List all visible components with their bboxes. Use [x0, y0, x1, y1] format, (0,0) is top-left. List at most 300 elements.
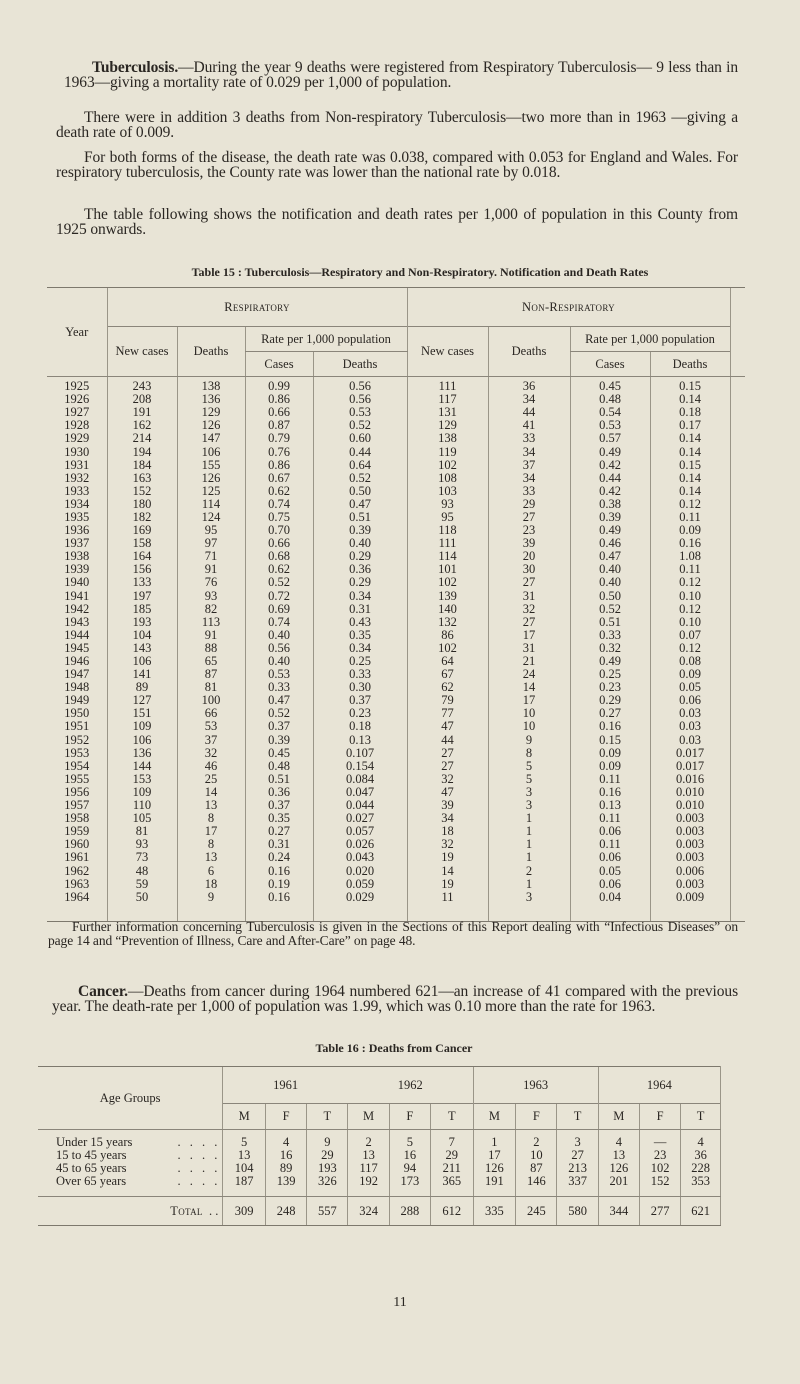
total-cell: 580 [557, 1197, 598, 1226]
table-cell: 32 [407, 773, 488, 786]
table-cell: 76 [177, 576, 245, 589]
table-cell: 0.47 [570, 550, 650, 563]
table-cell: 34 [407, 812, 488, 825]
table-cell: 11 [407, 891, 488, 922]
table-cell: 0.53 [245, 668, 313, 681]
total-cell: 245 [516, 1197, 557, 1226]
table-cell: 1942 [64, 601, 90, 616]
table-cell: 0.31 [245, 838, 313, 851]
table-cell: 4 [681, 1130, 721, 1150]
table16-cancer-deaths [38, 1066, 721, 1226]
table-cell: 0.05 [650, 681, 730, 694]
table-cell: 0.15 [570, 734, 650, 747]
table-cell: 17 [488, 694, 570, 707]
table-cell: 0.44 [313, 445, 407, 458]
tuberculosis-paragraph-2 [56, 110, 738, 140]
total-cell: 344 [598, 1197, 639, 1226]
table-cell: 111 [407, 537, 488, 550]
table-cell: 31 [488, 642, 570, 655]
table-row [38, 1130, 721, 1150]
table-cell: 0.010 [650, 799, 730, 812]
table-cell: 102 [407, 642, 488, 655]
table-cell: 67 [407, 668, 488, 681]
table-cell: 0.37 [245, 720, 313, 733]
table-cell: 39 [407, 799, 488, 812]
table-cell: 93 [407, 498, 488, 511]
table-row [47, 878, 745, 891]
table-cell: 14 [177, 786, 245, 799]
table-cell: 1935 [64, 509, 90, 524]
table-cell: 0.084 [313, 773, 407, 786]
tuberculosis-text-4: The table following shows the notification and death rates per 1,000 of population in this County from 1925 onwards. [56, 206, 738, 238]
header-nonresp-new-cases: New cases [407, 327, 488, 377]
subheader-f: F [266, 1104, 307, 1130]
total-cell: 248 [266, 1197, 307, 1226]
table-cell: 33 [488, 432, 570, 445]
table-cell: 47 [407, 786, 488, 799]
total-cell: 335 [473, 1197, 516, 1226]
header-respiratory: Respiratory [107, 288, 407, 327]
table-cell: 126 [177, 472, 245, 485]
table-cell: 0.36 [245, 786, 313, 799]
subheader-t: T [557, 1104, 598, 1130]
table-cell: 0.99 [245, 377, 313, 394]
table-cell: 0.70 [245, 524, 313, 537]
table-cell: 97 [177, 537, 245, 550]
table-cell: 27 [488, 576, 570, 589]
table-cell: 0.32 [570, 642, 650, 655]
total-label: Total . . [38, 1197, 223, 1226]
table-cell: 0.62 [245, 485, 313, 498]
table-cell: 88 [177, 642, 245, 655]
table16-caption: Table 16 : Deaths from Cancer [315, 1041, 473, 1055]
age-group-label: . . . . Under 15 years [56, 1135, 221, 1149]
table-cell: 0.009 [650, 891, 730, 922]
table-cell: 0.107 [313, 747, 407, 760]
table-cell: 37 [488, 459, 570, 472]
table-cell: 0.62 [245, 563, 313, 576]
table-row [47, 786, 745, 799]
table-row [47, 799, 745, 812]
table-cell: 0.24 [245, 851, 313, 864]
table-cell: 0.16 [245, 891, 313, 922]
table-cell: 0.79 [245, 432, 313, 445]
table-cell: 104 [223, 1162, 266, 1175]
table-cell: 18 [177, 878, 245, 891]
table-cell: 5 [488, 773, 570, 786]
table-cell: 139 [407, 590, 488, 603]
table-cell: 0.53 [570, 419, 650, 432]
table-cell: 81 [177, 681, 245, 694]
table-cell: 0.010 [650, 786, 730, 799]
table-cell: 228 [681, 1162, 721, 1175]
table-cell: 0.54 [570, 406, 650, 419]
table-cell: 32 [407, 838, 488, 851]
table-cell: 1963 [64, 876, 90, 891]
leader-dots: . . . . [177, 1135, 221, 1149]
table-cell: 0.47 [245, 694, 313, 707]
table-cell: 104 [107, 629, 177, 642]
table-cell: 0.56 [313, 393, 407, 406]
table-cell: 0.51 [570, 616, 650, 629]
table-cell: 0.48 [245, 760, 313, 773]
table-cell: 0.11 [570, 812, 650, 825]
table-cell: 0.50 [313, 485, 407, 498]
leader-dots: . . . . [177, 1161, 221, 1175]
table-cell: 1943 [64, 614, 90, 629]
table-cell: 0.74 [245, 616, 313, 629]
table-cell: 106 [107, 655, 177, 668]
table-cell: 18 [407, 825, 488, 838]
table-cell: 1929 [64, 431, 90, 446]
table-cell: 126 [177, 419, 245, 432]
total-cell: 288 [389, 1197, 430, 1226]
table-cell: 0.35 [313, 629, 407, 642]
header-resp-new-cases: New cases [107, 327, 177, 377]
further-information-text: Further information concerning Tuberculosis is given in the Sections of this Report dealing with “Infectious Diseases” on page 14 and “Prevention of Illness, Care and After-Care” on page 48. [48, 919, 738, 948]
table-cell: 0.057 [313, 825, 407, 838]
header-year-1964: 1964 [598, 1067, 720, 1104]
table-cell: 7 [430, 1130, 473, 1150]
table-cell: 0.15 [650, 459, 730, 472]
subheader-f: F [639, 1104, 680, 1130]
table-row [47, 707, 745, 720]
table-row [47, 393, 745, 406]
table-cell: 197 [107, 590, 177, 603]
table-cell: 1960 [64, 837, 90, 852]
table-cell: 3 [488, 786, 570, 799]
table-row [47, 537, 745, 550]
table-cell: 1964 [47, 891, 107, 922]
table-cell: 95 [407, 511, 488, 524]
table-cell: 29 [307, 1149, 348, 1162]
further-information-paragraph [48, 920, 738, 948]
table-cell: 192 [348, 1175, 389, 1197]
table-row [47, 747, 745, 760]
table-cell: 169 [107, 524, 177, 537]
table-cell: 0.38 [570, 498, 650, 511]
table-cell: 94 [389, 1162, 430, 1175]
table-cell: 0.86 [245, 459, 313, 472]
table-cell: 109 [107, 720, 177, 733]
table-row [47, 668, 745, 681]
subheader-t: T [430, 1104, 473, 1130]
table-row [47, 720, 745, 733]
table-cell: 163 [107, 472, 177, 485]
table-cell: 108 [407, 472, 488, 485]
table-cell: 0.020 [313, 864, 407, 877]
table-cell: 1938 [64, 549, 90, 564]
table-row [47, 603, 745, 616]
table-cell: 1939 [64, 562, 90, 577]
table-cell: 0.043 [313, 851, 407, 864]
subheader-m: M [473, 1104, 516, 1130]
subheader-t: T [681, 1104, 721, 1130]
table-cell: 337 [557, 1175, 598, 1197]
table-cell: 8 [177, 838, 245, 851]
tuberculosis-text-3: For both forms of the disease, the death rate was 0.038, compared with 0.053 for England and Wales. For respiratory tuberculosis, the County rate was lower than the national rate by 0.018. [56, 149, 738, 181]
table-cell: 13 [348, 1149, 389, 1162]
table-cell: 1926 [64, 392, 90, 407]
table-cell: 14 [407, 864, 488, 877]
table-cell: 0.33 [245, 681, 313, 694]
table-cell: 0.027 [313, 812, 407, 825]
table-cell: 34 [488, 445, 570, 458]
table-cell: 0.09 [570, 760, 650, 773]
table-cell: 184 [107, 459, 177, 472]
table-cell: 25 [177, 773, 245, 786]
table-cell: 193 [107, 616, 177, 629]
subheader-m: M [348, 1104, 389, 1130]
table-cell: 0.03 [650, 720, 730, 733]
table-cell: 29 [488, 498, 570, 511]
table-cell: 0.09 [570, 747, 650, 760]
header-nonresp-deaths: Deaths [488, 327, 570, 377]
table-cell: 129 [407, 419, 488, 432]
table-cell: 0.48 [570, 393, 650, 406]
table-cell: 87 [516, 1162, 557, 1175]
table-cell: 182 [107, 511, 177, 524]
table-row [47, 550, 745, 563]
table-row [47, 655, 745, 668]
table-cell: 143 [107, 642, 177, 655]
table-cell: 13 [223, 1149, 266, 1162]
table-cell: 0.66 [245, 406, 313, 419]
table-cell: 89 [107, 681, 177, 694]
table-cell: 1958 [64, 811, 90, 826]
table-cell: 0.11 [650, 511, 730, 524]
table-cell: 5 [223, 1130, 266, 1150]
table-cell: 0.40 [570, 576, 650, 589]
table-cell: 0.11 [570, 773, 650, 786]
table-cell: 0.40 [245, 655, 313, 668]
table-cell: 0.044 [313, 799, 407, 812]
table-cell: 1937 [64, 536, 90, 551]
table-cell: 0.03 [650, 734, 730, 747]
table-row [47, 760, 745, 773]
table-cell: 102 [639, 1162, 680, 1175]
table-cell: 0.154 [313, 760, 407, 773]
table-cell: 0.16 [570, 720, 650, 733]
table-cell: 27 [407, 747, 488, 760]
table-cell: 44 [488, 406, 570, 419]
table-cell: 2 [516, 1130, 557, 1150]
table-row [47, 459, 745, 472]
table-cell: 79 [407, 694, 488, 707]
table-row [47, 681, 745, 694]
table-cell: 9 [488, 734, 570, 747]
table-cell: 187 [223, 1175, 266, 1197]
table-cell: 0.45 [245, 747, 313, 760]
table-cell: 139 [266, 1175, 307, 1197]
table-cell: 0.17 [650, 419, 730, 432]
table-cell: 0.25 [570, 668, 650, 681]
table-cell: 46 [177, 760, 245, 773]
table-cell: 23 [488, 524, 570, 537]
header-resp-rate-cases: Cases [245, 352, 313, 377]
table-cell: 0.14 [650, 472, 730, 485]
table-cell: 1933 [64, 483, 90, 498]
table-cell: 50 [107, 891, 177, 922]
table-cell: 0.34 [313, 590, 407, 603]
table-cell: 0.27 [245, 825, 313, 838]
table-cell: 0.16 [570, 786, 650, 799]
table-cell: 0.36 [313, 563, 407, 576]
table-cell: 0.25 [313, 655, 407, 668]
table-cell: 125 [177, 485, 245, 498]
table-cell: 13 [177, 799, 245, 812]
table-cell: 27 [488, 616, 570, 629]
table-cell: 19 [407, 878, 488, 891]
table-cell: 39 [488, 537, 570, 550]
table-cell: 1954 [64, 758, 90, 773]
table-cell: 0.40 [570, 563, 650, 576]
table-cell: 0.059 [313, 878, 407, 891]
table-cell: 109 [107, 786, 177, 799]
table-cell: 0.03 [650, 707, 730, 720]
total-cell: 309 [223, 1197, 266, 1226]
table-cell: 13 [177, 851, 245, 864]
table-cell: 1961 [64, 850, 90, 865]
table-cell: 1 [488, 851, 570, 864]
table-cell: 155 [177, 459, 245, 472]
table-cell: 1955 [64, 771, 90, 786]
table-cell: 156 [107, 563, 177, 576]
table-row [47, 563, 745, 576]
table-cell: 0.40 [245, 629, 313, 642]
age-group-label: . . . . 15 to 45 years [56, 1148, 221, 1162]
header-year: Year [47, 288, 107, 377]
table-cell: 0.12 [650, 498, 730, 511]
table-cell: 0.29 [313, 550, 407, 563]
table-cell: 0.44 [570, 472, 650, 485]
table-cell: 0.68 [245, 550, 313, 563]
table-cell: 8 [488, 747, 570, 760]
table-cell: 102 [407, 459, 488, 472]
table-cell: 0.49 [570, 445, 650, 458]
table-cell: 0.76 [245, 445, 313, 458]
table-row [47, 524, 745, 537]
table-cell: 0.14 [650, 445, 730, 458]
table-cell: 1932 [64, 470, 90, 485]
table-cell: 86 [407, 629, 488, 642]
table-cell: 9 [177, 891, 245, 922]
table-cell: 0.15 [650, 377, 730, 394]
table-cell: 32 [177, 747, 245, 760]
table-cell: 1952 [64, 732, 90, 747]
tuberculosis-paragraph-4 [56, 207, 738, 237]
table-row [47, 485, 745, 498]
table-cell: 0.11 [570, 838, 650, 851]
table-cell: 0.27 [570, 707, 650, 720]
table-cell: 0.08 [650, 655, 730, 668]
age-group-label: . . . . Over 65 years [38, 1175, 223, 1197]
table-cell: 6 [177, 864, 245, 877]
table-cell: 158 [107, 537, 177, 550]
table-cell: 0.42 [570, 485, 650, 498]
table-row [47, 838, 745, 851]
table-row [47, 825, 745, 838]
header-resp-deaths: Deaths [177, 327, 245, 377]
table-cell: 59 [107, 878, 177, 891]
subheader-m: M [598, 1104, 639, 1130]
total-cell: 612 [430, 1197, 473, 1226]
table-cell: 102 [407, 576, 488, 589]
table-cell: 1953 [64, 745, 90, 760]
table-cell: 0.67 [245, 472, 313, 485]
table-cell: 138 [407, 432, 488, 445]
table-row [47, 419, 745, 432]
table-cell: 0.33 [313, 668, 407, 681]
table-cell: 0.33 [570, 629, 650, 642]
table-cell: 1959 [64, 824, 90, 839]
table-cell: 117 [407, 393, 488, 406]
table-cell: 0.23 [313, 707, 407, 720]
table-cell: 0.13 [570, 799, 650, 812]
table-cell: 103 [407, 485, 488, 498]
header-nonresp-rate: Rate per 1,000 population [570, 327, 730, 352]
header-year-1962: 1962 [348, 1067, 473, 1104]
table-cell: 1 [473, 1130, 516, 1150]
table-cell: 152 [639, 1175, 680, 1197]
table-cell: 65 [177, 655, 245, 668]
table-cell: 0.87 [245, 419, 313, 432]
header-resp-rate: Rate per 1,000 population [245, 327, 407, 352]
table-cell: 0.66 [245, 537, 313, 550]
table-cell: 0.19 [245, 878, 313, 891]
table-cell: 14 [488, 681, 570, 694]
table-cell: 0.04 [570, 891, 650, 922]
table-cell: 1947 [64, 667, 90, 682]
table15-caption: Table 15 : Tuberculosis—Respiratory and Non-Respiratory. Notification and Death Rates [191, 265, 649, 279]
table-cell: 1 [488, 812, 570, 825]
table-cell: 0.60 [313, 432, 407, 445]
table-cell: 173 [389, 1175, 430, 1197]
table-cell: 5 [389, 1130, 430, 1150]
table-cell: 0.52 [313, 419, 407, 432]
table-cell: 0.51 [313, 511, 407, 524]
table-cell: 77 [407, 707, 488, 720]
table15-tuberculosis [47, 287, 745, 922]
table-cell: 152 [107, 485, 177, 498]
subheader-t: T [307, 1104, 348, 1130]
table-cell: 0.52 [570, 603, 650, 616]
table-cell: 1941 [64, 588, 90, 603]
table-cell: 126 [473, 1162, 516, 1175]
table-cell: 4 [266, 1130, 307, 1150]
table-cell: 0.10 [650, 590, 730, 603]
cancer-text: —Deaths from cancer during 1964 numbered 621—an increase of 41 compared with the previous year. The death-rate per 1,000 of population was 1.99, which was 0.10 more than the rate for 1963. [52, 983, 738, 1015]
table-cell: 153 [107, 773, 177, 786]
table-cell: 140 [407, 603, 488, 616]
table-cell: 118 [407, 524, 488, 537]
table-cell: 64 [407, 655, 488, 668]
table-cell: 1 [488, 878, 570, 891]
table-row [47, 576, 745, 589]
table-cell: 0.05 [570, 864, 650, 877]
table-cell: 101 [407, 563, 488, 576]
table-cell: 0.07 [650, 629, 730, 642]
table-cell: 95 [177, 524, 245, 537]
table-cell: 0.003 [650, 878, 730, 891]
table-cell: 2 [488, 864, 570, 877]
header-resp-rate-deaths: Deaths [313, 352, 407, 377]
table-cell: 180 [107, 498, 177, 511]
total-cell: 621 [681, 1197, 721, 1226]
table-cell: 27 [488, 511, 570, 524]
table-cell: 41 [488, 419, 570, 432]
table-cell: 1 [488, 825, 570, 838]
